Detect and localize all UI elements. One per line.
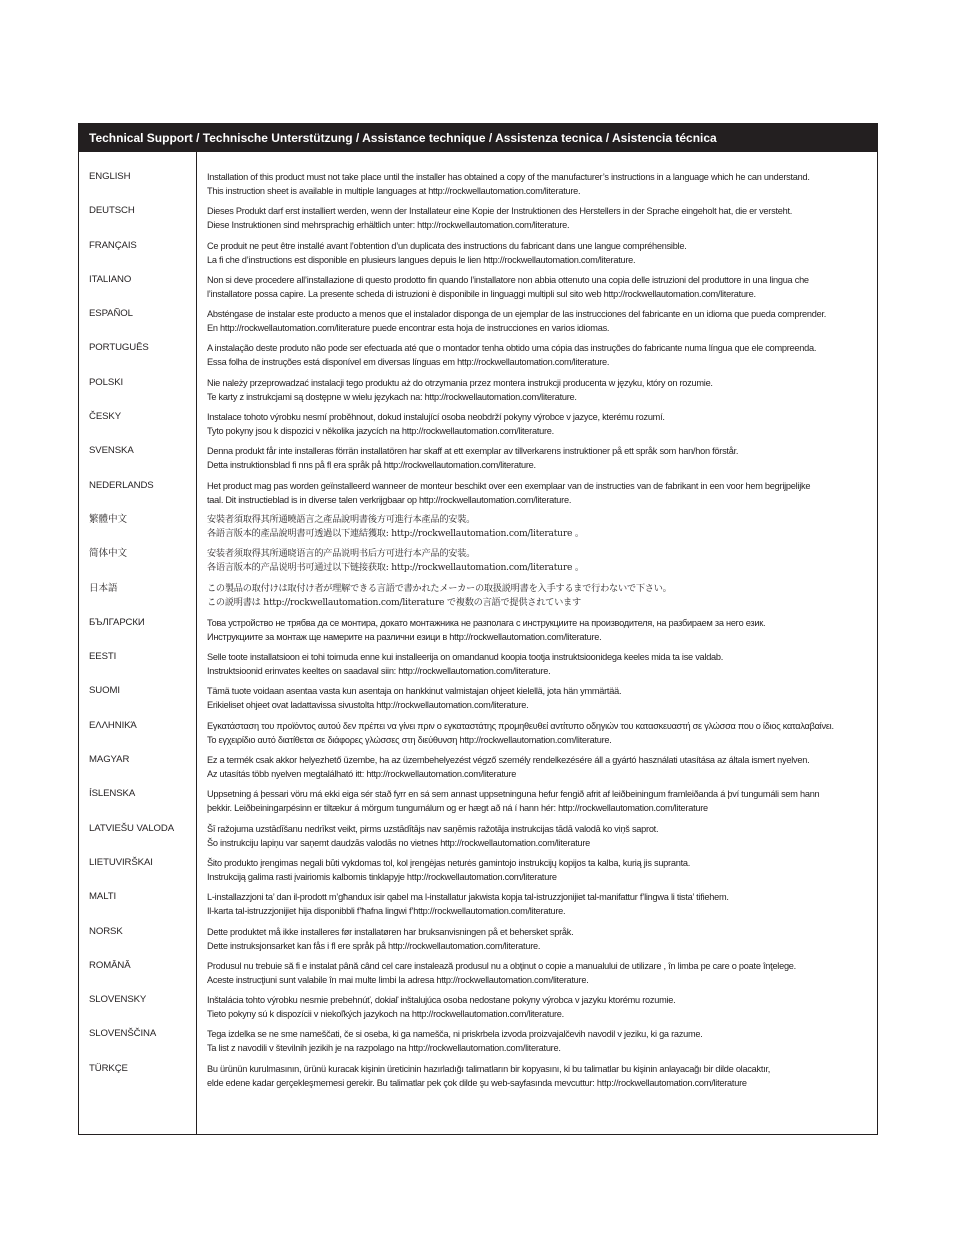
language-label: БЪЛГАРСКИ (89, 616, 145, 628)
instruction-text (207, 925, 871, 953)
language-row (79, 239, 877, 273)
instruction-line-2: Aceste instrucţiuni sunt valabile în mai multe limbi la adresa http://rockwellautomation.com/literature. (207, 974, 589, 985)
instruction-line-1: Het product mag pas worden geïnstalleerd wanneer de monteur beschikt over een exemplaar van de instructies van de fabrikant in een voor hem begrijpelijke (207, 480, 811, 491)
instruction-text (207, 204, 871, 232)
technical-support-panel (78, 123, 878, 1135)
instruction-line-2: Tyto pokyny jsou k dispozici v několika jazycích na http://rockwellautomation.com/literature. (207, 426, 554, 437)
instruction-line-2: La fi che d’instructions est disponible en plusieurs langues depuis le lien http://rockwellautomation.com/literature. (207, 254, 636, 265)
instruction-text (207, 616, 871, 644)
language-row (79, 547, 877, 581)
language-label: 简体中文 (89, 548, 127, 560)
instruction-line-1: Produsul nu trebuie să fi e instalat până când cel care instalează produsul nu a obţinut o copie a manualului de utilizare , în limba pe care o poate înţelege. (207, 960, 796, 971)
instruction-text (207, 993, 871, 1021)
language-row (79, 444, 877, 478)
language-label: TÜRKÇE (89, 1062, 128, 1074)
language-row (79, 856, 877, 890)
language-label: DEUTSCH (89, 205, 135, 217)
language-row (79, 1027, 877, 1061)
instruction-text (207, 513, 871, 541)
language-row (79, 684, 877, 718)
instruction-line-2: Ta list z navodili v številnih jezikih je na razpolago na http://rockwellautomation.com/literature. (207, 1043, 561, 1054)
instruction-line-2: この説明書は http://rockwellautomation.com/literature で複数の言語で提供されています (207, 596, 581, 608)
instruction-line-2: Instruktsioonid erinvates keeltes on saadaval siin: http://rockwellautomation.com/literature. (207, 666, 551, 677)
instruction-line-1: Instalace tohoto výrobku nesmí proběhnout, dokud instalující osoba neobdrží pokyny výrobce v jazyce, kterému rozumí. (207, 412, 665, 423)
language-label: PORTUGUÊS (89, 342, 149, 354)
instruction-line-1: Denna produkt får inte installeras förrän installatören har skaff at ett exemplar av tillverkarens instruktioner på ett språk som han/hon förstår. (207, 446, 739, 457)
instruction-line-1: Šito produkto įrengimas negali būti vykdomas tol, kol įrengėjas neturės gamintojo instrukcijų kopijos ta kalba, kurią jis supranta. (207, 857, 691, 868)
instruction-line-2: Detta instruktionsblad fi nns på fl era språk på http://rockwellautomation.com/literature. (207, 460, 536, 471)
language-row (79, 410, 877, 444)
instruction-text (207, 1027, 871, 1055)
instruction-text (207, 479, 871, 507)
language-label: SUOMI (89, 685, 120, 697)
instruction-line-2: Il-karta tal-istruzzjonijiet hija disponibbli f’ħafna lingwi f’http://rockwellautomation.com/literature. (207, 906, 566, 917)
language-label: SLOVENSKY (89, 994, 147, 1006)
language-row (79, 753, 877, 787)
instruction-text (207, 444, 871, 472)
instruction-text (207, 890, 871, 918)
instruction-line-1: Šī ražojuma uzstādīšanu nedrīkst veikt, pirms uzstādītājs nav saņēmis ražotāja instrukcijas tādā valodā ko viņš saprot. (207, 823, 659, 834)
instruction-line-1: Ce produit ne peut être installé avant l’obtention d’un duplicata des instructions du fabricant dans une langue compréhensible. (207, 240, 687, 251)
instruction-line-2: Instrukciją galima rasti įvairiomis kalbomis tinklapyje http://rockwellautomation.com/literature (207, 871, 557, 882)
language-row (79, 479, 877, 513)
instruction-line-1: Tämä tuote voidaan asentaa vasta kun asentaja on hankkinut valmistajan ohjeet kielellä, jota hän ymmärtää. (207, 686, 622, 697)
instruction-line-2: taal. Dit instructieblad is in diverse talen verkrijgbaar op http://rockwellautomation.com/literature. (207, 494, 572, 505)
instruction-line-1: Absténgase de instalar este producto a menos que el instalador disponga de un ejemplar de las instrucciones del fabricante en un idioma que pueda comprender. (207, 309, 827, 320)
instruction-line-1: Tega izdelka se ne sme nameščati, če si oseba, ki ga namešča, ni priskrbela izvoda proizvajalčevih navodil v jeziku, ki ga razume. (207, 1029, 703, 1040)
instruction-line-1: Това устройство не трябва да се монтира, докато монтажника не разполага с инструкциите на производителя, на разбираем за него език. (207, 617, 766, 628)
instruction-line-1: Bu ürünün kurulmasının, ürünü kuracak kişinin üreticinin hazırladığı talimatların bir kopyasını, ki bu talimatlar bu kişinin anlayacağı bir dilde olacaktır, (207, 1063, 771, 1074)
language-row (79, 341, 877, 375)
instruction-text (207, 273, 871, 301)
instruction-text (207, 650, 871, 678)
instruction-text (207, 856, 871, 884)
instruction-line-2: l’installatore possa capire. La presente scheda di istruzioni è disponibile in linguaggi multipli sul sito web http://rockwellautomation.com/literature. (207, 288, 756, 299)
language-label: ΕΛΛΗΝΙΚΆ (89, 719, 137, 731)
instruction-text (207, 307, 871, 335)
language-row (79, 719, 877, 753)
language-row (79, 204, 877, 238)
instruction-text (207, 684, 871, 712)
instruction-line-1: L-installazzjoni ta’ dan il-prodott m’għandux isir qabel ma l-installatur jakwista kopja tal-istruzzjonijiet tal-manifattur f’lingwa li tista’ tifiehem. (207, 892, 729, 903)
instruction-text (207, 719, 871, 747)
language-row (79, 787, 877, 821)
instruction-line-1: Εγκατάσταση του προϊόντος αυτού δεν πρέπει να γίνει πριν ο εγκαταστάτης προμηθευθεί αντίτυπο οδηγιών του κατασκευαστή σε γλώσσα που ο ίδιος καταλαβαίνει. (207, 720, 834, 731)
language-row (79, 1062, 877, 1096)
language-row (79, 513, 877, 547)
instruction-line-1: Dieses Produkt darf erst installiert werden, wenn der Installateur eine Kopie der Instruktionen des Herstellers in der Sprache eingeholt hat, die er versteht. (207, 206, 793, 217)
language-row (79, 376, 877, 410)
instruction-line-1: 安装者须取得其所通晓语言的产品说明书后方可进行本产品的安装。 (207, 548, 476, 560)
instruction-line-2: Az utasítás több nyelven megtalálható itt: http://rockwellautomation.com/literature (207, 769, 517, 780)
instruction-line-2: 各语言版本的产品说明书可通过以下链接获取: http://rockwellautomation.com/literature 。 (207, 562, 584, 574)
language-row (79, 616, 877, 650)
instruction-line-1: Non si deve procedere all’installazione di questo prodotto fin quando l’installatore non abbia ottenuto una copia delle istruzioni del produttore in una lingua che (207, 274, 809, 285)
language-row (79, 822, 877, 856)
language-label: ÍSLENSKA (89, 788, 136, 800)
instruction-line-1: A instalação deste produto não pode ser efectuada até que o montador tenha obtido uma cópia das instruções do fabricante numa língua que ele compreenda. (207, 343, 817, 354)
language-label: LATVIEŠU VALODA (89, 822, 175, 834)
instruction-line-1: Uppsetning á þessari vöru má ekki eiga sér stað fyrr en sá sem annast uppsetninguna hefur fengið afrit af leiðbeiningum framleiðanda á því tungumáli sem hann (207, 789, 820, 800)
language-row (79, 959, 877, 993)
instruction-text (207, 753, 871, 781)
instruction-line-2: Tieto pokyny sú k dispozícii v niekoľkých jazykoch na http://rockwellautomation.com/literature. (207, 1009, 564, 1020)
instruction-line-2: Erikieliset ohjeet ovat ladattavissa sivustolta http://rockwellautomation.com/literature. (207, 700, 529, 711)
instruction-line-2: En http://rockwellautomation.com/literature puede encontrar esta hoja de instrucciones en varios idiomas. (207, 323, 610, 334)
language-row (79, 650, 877, 684)
instruction-line-2: þekkir. Leiðbeiningarpésinn er tiltækur á mörgum tungumálum og er hægt að ná í hann hér: http://rockwellautomation.com/literature (207, 803, 708, 814)
instruction-line-1: Nie należy przeprowadzać instalacji tego produktu aż do otrzymania przez montera instrukcji producenta w języku, który on rozumie. (207, 377, 713, 388)
instruction-line-2: elde edene kadar gerçekleşmemesi gerekir. Bu talimatlar pek çok dilde şu web-sayfasında mevcuttur: http://rockwellautomation.com/literature (207, 1077, 747, 1088)
language-row (79, 890, 877, 924)
instruction-line-2: Essa folha de instruções está disponível em diversas línguas em http://rockwellautomation.com/literature. (207, 357, 610, 368)
instruction-text (207, 959, 871, 987)
language-label: NEDERLANDS (89, 479, 154, 491)
instruction-line-1: Ez a termék csak akkor helyezhető üzembe, ha az üzembehelyezést végző személy rendelkezésére áll a gyártó használati utasítása az általa ismert nyelven. (207, 755, 810, 766)
language-label: SLOVENŠČINA (89, 1028, 157, 1040)
language-label: FRANÇAIS (89, 239, 137, 251)
instruction-line-2: 各語言版本的產品說明書可透過以下連結獲取: http://rockwellautomation.com/literature 。 (207, 527, 584, 539)
instruction-line-1: Selle toote installatsioon ei tohi toimuda enne kui installeerija on omandanud koopia tootja instruktsioonidega keeles mida ta ise valdab. (207, 652, 724, 663)
language-label: POLSKI (89, 376, 124, 388)
instruction-text (207, 582, 871, 610)
language-label: MAGYAR (89, 754, 130, 766)
instruction-text (207, 239, 871, 267)
instruction-line-2: Dette instruksjonsarket kan fås i fl ere språk på http://rockwellautomation.com/literature. (207, 940, 541, 951)
language-rows (79, 170, 877, 1096)
instruction-text (207, 822, 871, 850)
language-row (79, 925, 877, 959)
instruction-line-2: Diese Instruktionen sind mehrsprachig erhältlich unter: http://rockwellautomation.com/literature. (207, 220, 570, 231)
language-label: ROMÂNĂ (89, 959, 131, 971)
instruction-text (207, 787, 871, 815)
language-label: SVENSKA (89, 445, 134, 457)
instruction-text (207, 547, 871, 575)
instruction-text (207, 376, 871, 404)
instruction-line-2: Το εγχειρίδιο αυτό διατίθεται σε διάφορες γλώσσες στη διεύθυνση http://rockwellautomation.com/literature. (207, 734, 612, 745)
instruction-line-2: Te karty z instrukcjami są dostępne w wielu językach na: http://rockwellautomation.com/literature. (207, 391, 577, 402)
language-row (79, 170, 877, 204)
language-row (79, 993, 877, 1027)
language-label: EESTI (89, 651, 117, 663)
instruction-line-1: Dette produktet må ikke installeres før installatøren har bruksanvisningen på et behersket språk. (207, 926, 574, 937)
language-row (79, 582, 877, 616)
instruction-text (207, 170, 871, 198)
language-label: 繁體中文 (89, 513, 127, 525)
language-label: LIETUVIRŠKAI (89, 856, 153, 868)
instruction-line-2: This instruction sheet is available in multiple languages at http://rockwellautomation.com/literature. (207, 186, 581, 196)
instruction-line-1: この製品の取付けは取付け者が理解できる言語で書かれたメーカーの取扱説明書を入手するまで行わないで下さい。 (207, 582, 672, 594)
instruction-line-1: 安裝者須取得其所通曉語言之產品說明書後方可進行本產品的安裝。 (207, 513, 476, 525)
instruction-line-2: Šo instrukciju lapiņu var saņemt daudzās valodās no vietnes http://rockwellautomation.com/literature (207, 837, 591, 848)
language-row (79, 273, 877, 307)
instruction-line-2: Инструкциите за монтаж ще намерите на различни езици в http://rockwellautomation.com/literature. (207, 631, 602, 642)
instruction-line-1: Inštalácia tohto výrobku nesmie prebehnúť, dokiaľ inštalujúca osoba nedostane pokyny výrobca v jazyku ktorému rozumie. (207, 995, 676, 1006)
panel-header: Technical Support / Technische Unterstützung / Assistance technique / Assistenza tecnica / Asistencia técnica (79, 124, 877, 152)
language-label: ESPAÑOL (89, 308, 133, 320)
instruction-text (207, 1062, 871, 1090)
language-label: 日本語 (89, 582, 118, 594)
instruction-text (207, 410, 871, 438)
language-label: ČESKY (89, 411, 122, 423)
language-row (79, 307, 877, 341)
instruction-text (207, 341, 871, 369)
language-label: NORSK (89, 925, 123, 937)
language-label: ITALIANO (89, 273, 132, 285)
language-label: MALTI (89, 891, 117, 903)
language-label: ENGLISH (89, 171, 131, 182)
instruction-line-1: Installation of this product must not take place until the installer has obtained a copy of the manufacturer’s instructions in a language which he can understand. (207, 172, 810, 182)
